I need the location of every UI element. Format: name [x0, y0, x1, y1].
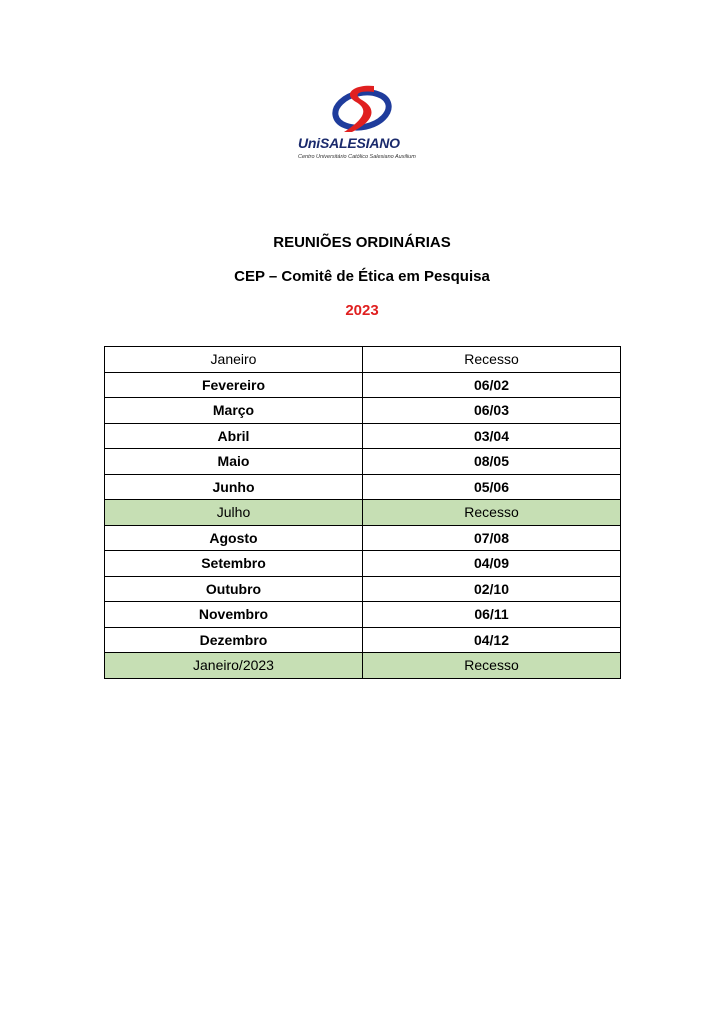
month-cell: Fevereiro: [105, 372, 363, 398]
month-cell: Abril: [105, 423, 363, 449]
date-cell: Recesso: [363, 347, 621, 373]
document-subtitle: CEP – Comitê de Ética em Pesquisa: [234, 268, 490, 285]
month-cell: Janeiro: [105, 347, 363, 373]
date-cell: 05/06: [363, 474, 621, 500]
month-cell: Outubro: [105, 576, 363, 602]
table-row: [105, 525, 621, 551]
date-cell: 08/05: [363, 449, 621, 475]
table-row: [105, 627, 621, 653]
date-cell: Recesso: [363, 653, 621, 679]
table-row: [105, 398, 621, 424]
unisalesiano-logo: [292, 82, 437, 168]
document-title: REUNIÕES ORDINÁRIAS: [273, 234, 451, 251]
month-cell: Maio: [105, 449, 363, 475]
table-row: [105, 347, 621, 373]
meeting-schedule-table: [104, 346, 621, 679]
month-cell: Dezembro: [105, 627, 363, 653]
document-year: 2023: [345, 302, 379, 319]
month-cell: Novembro: [105, 602, 363, 628]
month-cell: Janeiro/2023: [105, 653, 363, 679]
date-cell: 04/09: [363, 551, 621, 577]
logo-emblem-icon: [330, 82, 394, 136]
month-cell: Julho: [105, 500, 363, 526]
table-row-recess: [105, 500, 621, 526]
month-cell: Agosto: [105, 525, 363, 551]
table-row: [105, 602, 621, 628]
table-row: [105, 372, 621, 398]
month-cell: Junho: [105, 474, 363, 500]
date-cell: 06/03: [363, 398, 621, 424]
table-row: [105, 576, 621, 602]
date-cell: 06/02: [363, 372, 621, 398]
month-cell: Março: [105, 398, 363, 424]
table-row: [105, 449, 621, 475]
date-cell: 04/12: [363, 627, 621, 653]
table-row: [105, 474, 621, 500]
table-row-recess: [105, 653, 621, 679]
date-cell: 06/11: [363, 602, 621, 628]
month-cell: Setembro: [105, 551, 363, 577]
date-cell: 03/04: [363, 423, 621, 449]
logo-name: UniSALESIANO: [298, 135, 400, 151]
date-cell: 02/10: [363, 576, 621, 602]
table-row: [105, 423, 621, 449]
date-cell: Recesso: [363, 500, 621, 526]
date-cell: 07/08: [363, 525, 621, 551]
table-row: [105, 551, 621, 577]
logo-subtitle: Centro Universitário Católico Salesiano Auxilium: [298, 154, 416, 160]
